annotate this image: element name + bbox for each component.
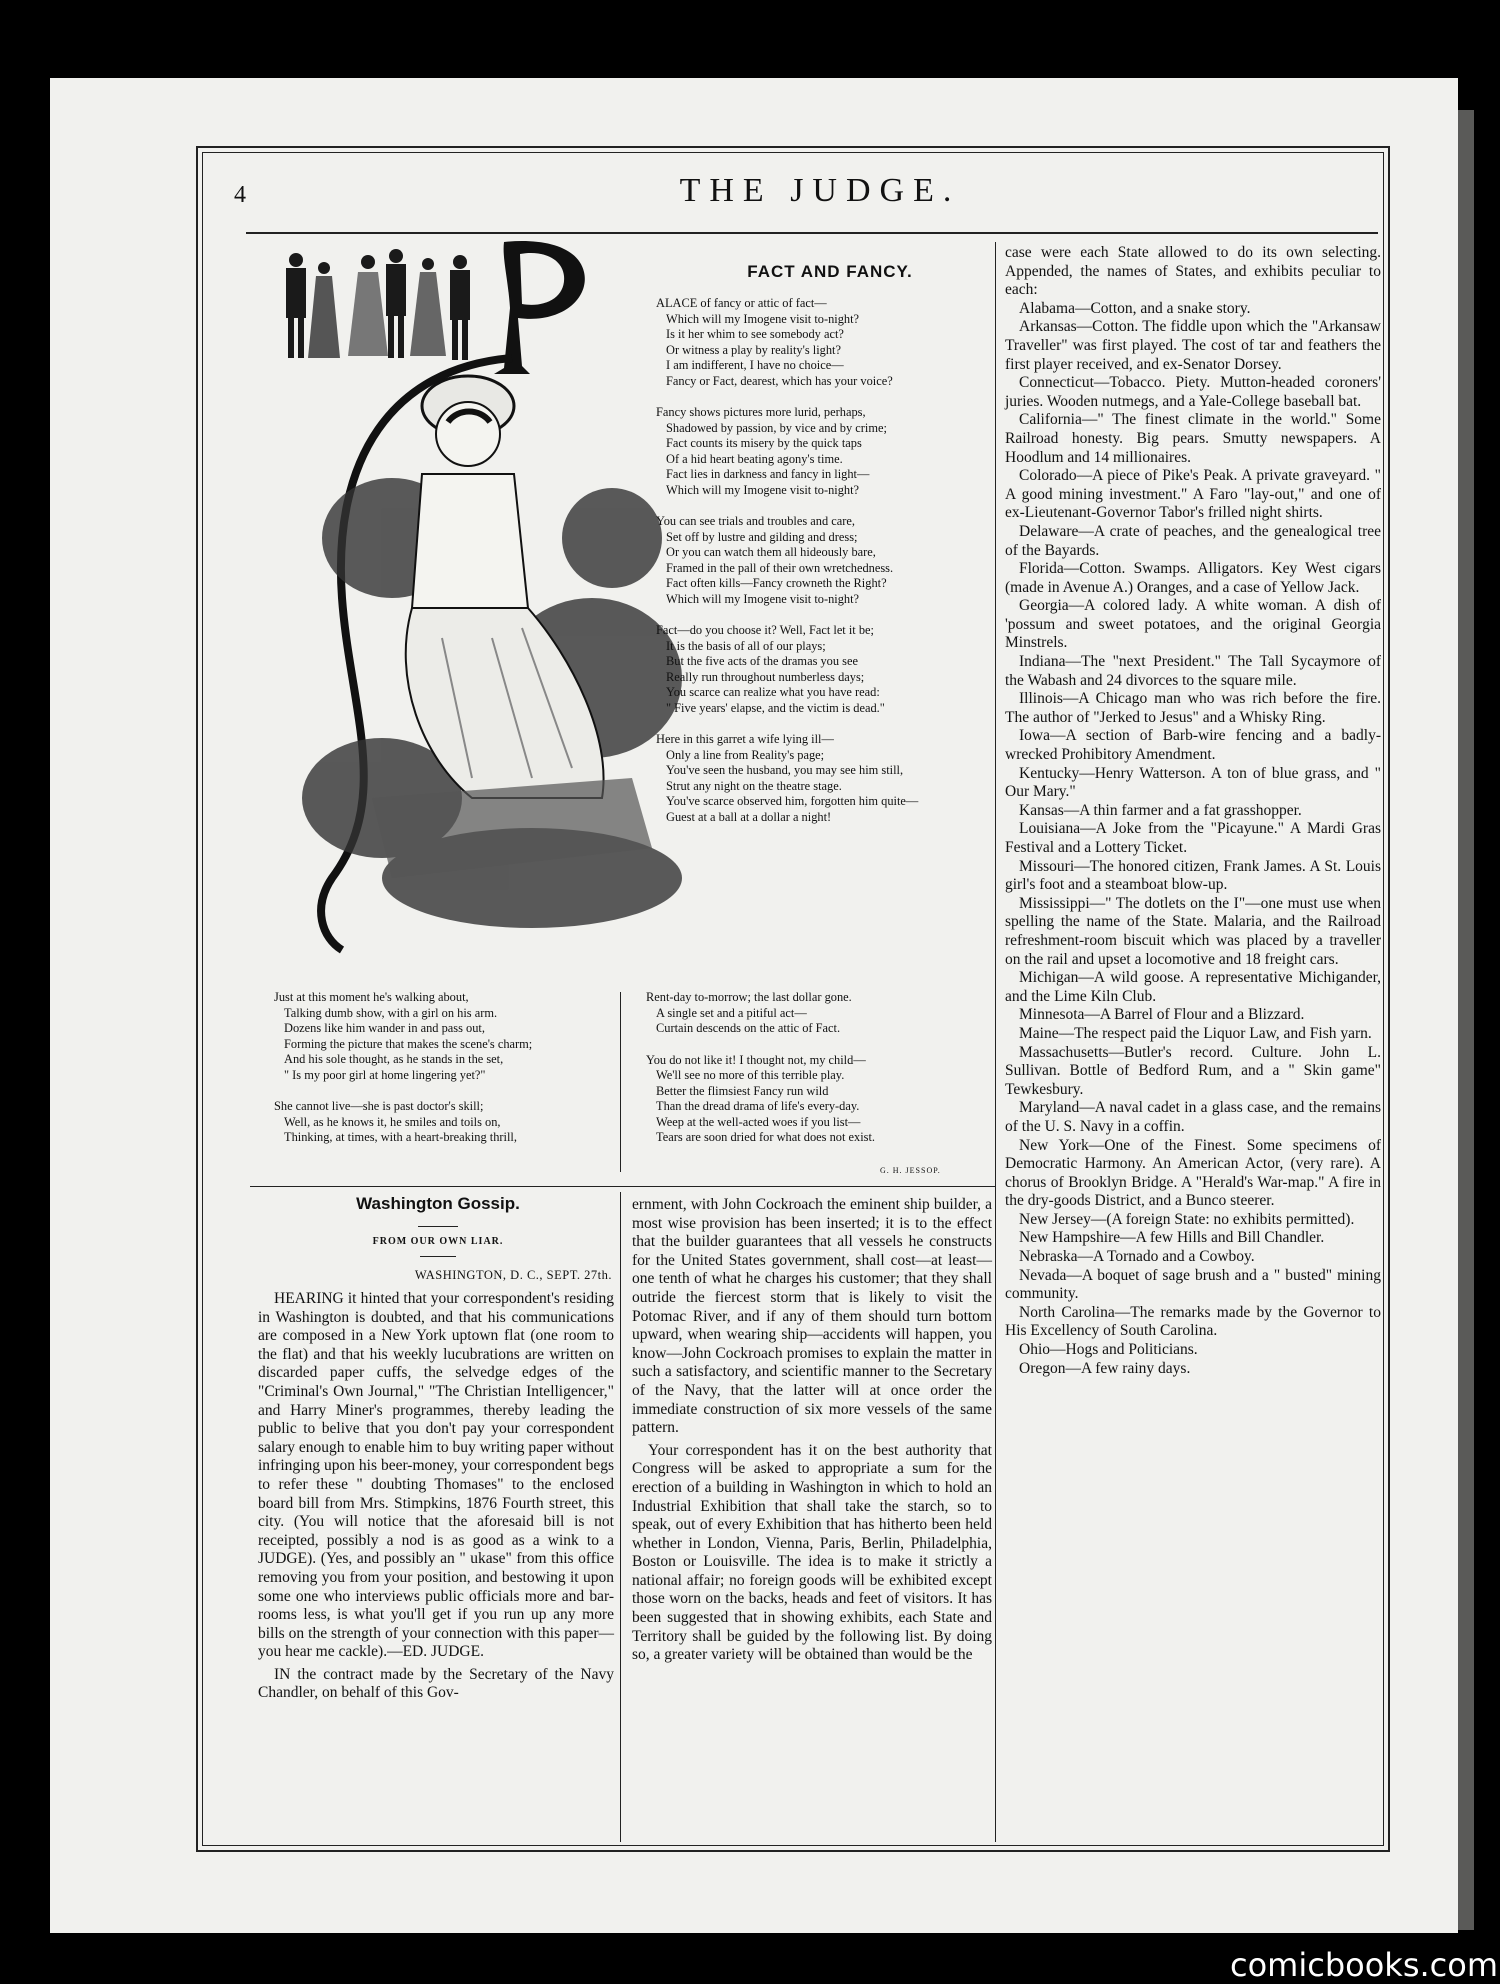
paragraph: Missouri—The honored citizen, Frank James. A St. Louis girl's foot and a steamboat blow-up. <box>1005 857 1381 894</box>
poem-stanza <box>274 990 614 1083</box>
gossip-title-rule <box>418 1226 458 1227</box>
poem-line: Curtain descends on the attic of Fact. <box>656 1021 841 1035</box>
poem-line: Framed in the pall of their own wretchedness. <box>666 560 894 575</box>
poem-line: Well, as he knows it, he smiles and toils on, <box>284 1114 501 1129</box>
poem-stanza <box>646 990 976 1037</box>
paragraph: New York—One of the Finest. Some specimens of Democratic Harmony. An American Actor, (very rare). A chorus of Brooklyn Bridge. A "Herald's War-map." A fire in the dry-goods District, and a Bunco steerer. <box>1005 1136 1381 1210</box>
poem-line: Better the flimsiest Fancy run wild <box>656 1083 829 1098</box>
paragraph: New Hampshire—A few Hills and Bill Chandler. <box>1019 1229 1325 1247</box>
paragraph: Mississippi—" The dotlets on the I"—one must use when spelling the name of the State. Malaria, and the Railroad refreshment-room biscuit which was placed by a traveller on the rail and upset a locomotive and 18 freight cars. <box>1005 894 1381 968</box>
page-number: 4 <box>234 182 246 208</box>
poem-line: Thinking, at times, with a heart-breaking thrill, <box>284 1130 517 1144</box>
poem-line: Only a line from Reality's page; <box>666 747 825 762</box>
paragraph: Minnesota—A Barrel of Flour and a Blizzard. <box>1019 1006 1305 1024</box>
poem-signature: G. H. JESSOP. <box>880 1166 941 1175</box>
poem-line: Rent-day to-morrow; the last dollar gone. <box>646 990 852 1004</box>
gossip-dateline: WASHINGTON, D. C., SEPT. 27th. <box>414 1268 612 1282</box>
poem-line: Forming the picture that makes the scene's charm; <box>284 1036 533 1051</box>
poem-right-column <box>656 296 986 841</box>
poem-line: You can see trials and troubles and care, <box>656 514 855 528</box>
poem-line: Fancy shows pictures more lurid, perhaps, <box>656 405 866 419</box>
paragraph: ernment, with John Cockroach the eminent ship builder, a most wise provision has been inserted; it is to the effect that the builder guarantees that all vessels he constructs for the United States government, shall cost—at least—one tenth of what he charges his customer; that they shall outride the fiercest storm that is likely to visit the Potomac River, and if any of them should turn bottom upward, when wearing ship—accidents will happen, you know—John Cockroach promises to explain the matter in such a satisfactory, and scientific manner to the Secretary of the Navy, that the latter will at once order the immediate construction of six more vessels of the same pattern. <box>632 1196 992 1437</box>
paragraph: Maine—The respect paid the Liquor Law, and Fish yarn. <box>1019 1024 1372 1042</box>
poem-line: But the five acts of the dramas you see <box>666 654 858 668</box>
poem-line: Strut any night on the theatre stage. <box>666 778 842 793</box>
poem-line: Fact—do you choose it? Well, Fact let it be; <box>656 623 874 637</box>
poem-left-column <box>274 990 614 1162</box>
poem-line: You scarce can realize what you have read: <box>666 685 880 699</box>
poem-line: " Is my poor girl at home lingering yet?" <box>284 1067 486 1082</box>
poem-line: A single set and a pitiful act— <box>656 1005 807 1020</box>
poem-title: FACT AND FANCY. <box>747 262 913 281</box>
poem-line: Which will my Imogene visit to-night? <box>666 591 860 606</box>
paragraph: Kansas—A thin farmer and a fat grasshopper. <box>1019 801 1302 819</box>
poem-line: And his sole thought, as he stands in the set, <box>284 1052 504 1066</box>
poem-stanza <box>656 514 986 607</box>
poem-line: Weep at the well-acted woes if you list— <box>656 1114 861 1129</box>
poem-illustration <box>272 238 692 960</box>
poem-line: Dozens like him wander in and pass out, <box>284 1021 485 1035</box>
poem-line: We'll see no more of this terrible play. <box>656 1068 845 1082</box>
poem-mid-column <box>646 990 976 1162</box>
paragraph: IN the contract made by the Secretary of the Navy Chandler, on behalf of this Gov- <box>258 1665 614 1702</box>
paragraph: Michigan—A wild goose. A representative Michigander, and the Lime Kiln Club. <box>1005 969 1381 1005</box>
poem-line: Fact counts its misery by the quick taps <box>666 436 862 450</box>
paragraph: Georgia—A colored lady. A white woman. A dish of 'possum and sweet potatoes, and the original Georgia Minstrels. <box>1005 597 1381 652</box>
watermark: comicbooks.com <box>1230 1946 1499 1984</box>
poem-line: Guest at a ball at a dollar a night! <box>666 809 832 824</box>
poem-line: She cannot live—she is past doctor's skill; <box>274 1099 484 1113</box>
paragraph: Iowa—A section of Barb-wire fencing and a badly-wrecked Prohibitory Amendment. <box>1005 727 1381 764</box>
seated-woman-icon <box>406 376 604 798</box>
paragraph: Your correspondent has it on the best authority that Congress will be asked to appropriate a sum for the erection of a building in Washington in which to hold an Industrial Exhibition that shall take the starch, so to speak, out of every Exhibition that has hitherto been held whether in London, Vienna, Paris, Berlin, Philadelphia, Boston or Louisville. The idea is to make it strictly a national affair; no foreign goods will be exhibited except those worn on the backs, heads and feet of visitors. It has been suggested that in showing exhibits, each State and Territory shall be guided by the following list. By doing so, a greater variety will be obtained than would be the <box>632 1441 992 1664</box>
gossip-byline: FROM OUR OWN LIAR. <box>372 1236 504 1247</box>
poem-line: Set off by lustre and gilding and dress; <box>666 529 858 544</box>
paragraph: Alabama—Cotton, and a snake story. <box>1019 299 1251 317</box>
paragraph: Nevada—A boquet of sage brush and a " busted" mining community. <box>1005 1266 1381 1303</box>
poem-stanza <box>274 1099 614 1146</box>
gossip-column-1 <box>258 1290 614 1707</box>
poem-line: Than the dread drama of life's every-day. <box>656 1099 860 1113</box>
poem-line: You do not like it! I thought not, my child— <box>646 1052 866 1067</box>
gossip-column-2 <box>632 1196 992 1669</box>
paragraph: Nebraska—A Tornado and a Cowboy. <box>1019 1248 1255 1266</box>
poem-line: Which will my Imogene visit to-night? <box>666 311 860 326</box>
column-rule-right <box>995 242 996 1842</box>
poem-line: Or you can watch them all hideously bare, <box>666 545 876 559</box>
masthead-title: THE JUDGE. <box>679 172 961 209</box>
gossip-title: Washington Gossip. <box>356 1194 520 1213</box>
poem-line: Fancy or Fact, dearest, which has your voice? <box>666 373 893 388</box>
paragraph: Kentucky—Henry Watterson. A ton of blue grass, and " Our Mary." <box>1005 764 1381 801</box>
paragraph: Louisiana—A Joke from the "Picayune." A Mardi Gras Festival and a Lottery Ticket. <box>1005 820 1381 856</box>
paragraph: Connecticut—Tobacco. Piety. Mutton-headed coroners' juries. Wooden nutmegs, and a Yale-College baseball bat. <box>1005 374 1381 410</box>
paragraph: case were each State allowed to do its own selecting. Appended, the names of States, and exhibits peculiar to each: <box>1005 244 1381 299</box>
poem-line: " Five years' elapse, and the victim is dead." <box>666 700 885 715</box>
poem-line: Just at this moment he's walking about, <box>274 990 469 1004</box>
poem-stanza <box>656 405 986 498</box>
poem-line: Or witness a play by reality's light? <box>666 342 841 357</box>
poem-line: You've seen the husband, you may see him still, <box>666 763 904 777</box>
paragraph: Maryland—A naval cadet in a glass case, and the remains of the U. S. Navy in a coffin. <box>1005 1099 1381 1135</box>
poem-line: Which will my Imogene visit to-night? <box>666 482 860 497</box>
column-rule-mid <box>620 992 621 1172</box>
poem-line: Of a hid heart beating agony's time. <box>666 451 843 466</box>
section-rule <box>250 1186 995 1187</box>
paragraph: Oregon—A few rainy days. <box>1019 1359 1191 1377</box>
masthead-rule <box>246 232 1378 234</box>
paragraph: New Jersey—(A foreign State: no exhibits permitted). <box>1019 1210 1355 1228</box>
poem-line: Really run throughout numberless days; <box>666 669 865 684</box>
poem-line: You've scarce observed him, forgotten him quite— <box>666 794 919 808</box>
paragraph: Indiana—The "next President." The Tall Sycaymore of the Wabash and 24 divorces to the square mile. <box>1005 653 1381 689</box>
paragraph: Ohio—Hogs and Politicians. <box>1019 1341 1198 1359</box>
poem-line: It is the basis of all of our plays; <box>666 638 826 653</box>
poem-line: Shadowed by passion, by vice and by crime; <box>666 420 887 435</box>
paragraph: Florida—Cotton. Swamps. Alligators. Key West cigars (made in Avenue A.) Oranges, and a case of Yellow Jack. <box>1005 560 1381 596</box>
paragraph: North Carolina—The remarks made by the Governor to His Excellency of South Carolina. <box>1005 1303 1381 1340</box>
poem-line: Tears are soon dried for what does not exist. <box>656 1130 876 1144</box>
poem-line: I am indifferent, I have no choice— <box>666 358 844 372</box>
next-page-edge <box>1458 110 1474 1930</box>
paragraph: Colorado—A piece of Pike's Peak. A private graveyard. " A good mining investment." A Faro "lay-out," and one of ex-Lieutenant-Governor Tabor's frilled night shirts. <box>1005 467 1381 522</box>
poem-line: Here in this garret a wife lying ill— <box>656 732 834 746</box>
letter-p-initial-icon <box>494 241 585 374</box>
paragraph: HEARING it hinted that your correspondent's residing in Washington is doubted, and that his communications are composed in a New York uptown flat (one room to the flat) and that his weekly lucubrations are written on discarded paper cuffs, the selvedge edges of the "Criminal's Own Journal," "The Christian Intelligencer," and Harry Miner's programmes, thereby leading the public to belive that you don't pay your correspondent salary enough to enable him to buy writing paper without infringing upon his beer-money, your correspondent begs to refer these " doubting Thomases" to the enclosed board bill from Mrs. Stimpkins, 1876 Fourth street, this city. (You will notice that the aforesaid bill is not receipted, possibly a nod is as good as a wink to a JUDGE). (Yes, and possibly an " ukase" from this office removing you from your position, and bestowing it upon some one who interviews public officials more and bar-rooms less, is what you'll get if you run up any more bills on the strength of your connection with this paper—you hear me cackle).—ED. JUDGE. <box>258 1290 614 1661</box>
state-exhibits-column <box>1005 244 1381 1378</box>
poem-stanza <box>656 623 986 716</box>
gossip-byline-rule <box>420 1256 456 1257</box>
poem-line: Is it her whim to see somebody act? <box>666 327 844 341</box>
paragraph: Massachusetts—Butler's record. Culture. John L. Sullivan. Bottle of Bedford Rum, and a " Skin game" Tewkesbury. <box>1005 1043 1381 1098</box>
paragraph: Delaware—A crate of peaches, and the genealogical tree of the Bayards. <box>1005 522 1381 559</box>
paragraph: Arkansas—Cotton. The fiddle upon which the "Arkansaw Traveller" was first played. The cost of tar and feathers the first player received, and ex-Senator Dorsey. <box>1005 318 1381 373</box>
poem-stanza <box>656 296 986 389</box>
poem-line: ALACE of fancy or attic of fact— <box>656 296 827 310</box>
poem-stanza <box>656 732 986 825</box>
paragraph: California—" The finest climate in the world." Some Railroad honesty. Big pears. Smutty newspapers. A Hoodlum and 14 millionaires. <box>1005 411 1381 466</box>
paragraph: Illinois—A Chicago man who was rich before the fire. The author of "Jerked to Jesus" and a Whisky Ring. <box>1005 690 1381 726</box>
dancing-couples-icon <box>286 249 470 360</box>
column-rule-bottom <box>620 1192 621 1842</box>
poem-line: Fact often kills—Fancy crowneth the Right? <box>666 576 887 590</box>
poem-line: Fact lies in darkness and fancy in light— <box>666 467 870 481</box>
poem-stanza <box>646 1053 976 1146</box>
poem-line: Talking dumb show, with a girl on his arm. <box>284 1005 498 1020</box>
